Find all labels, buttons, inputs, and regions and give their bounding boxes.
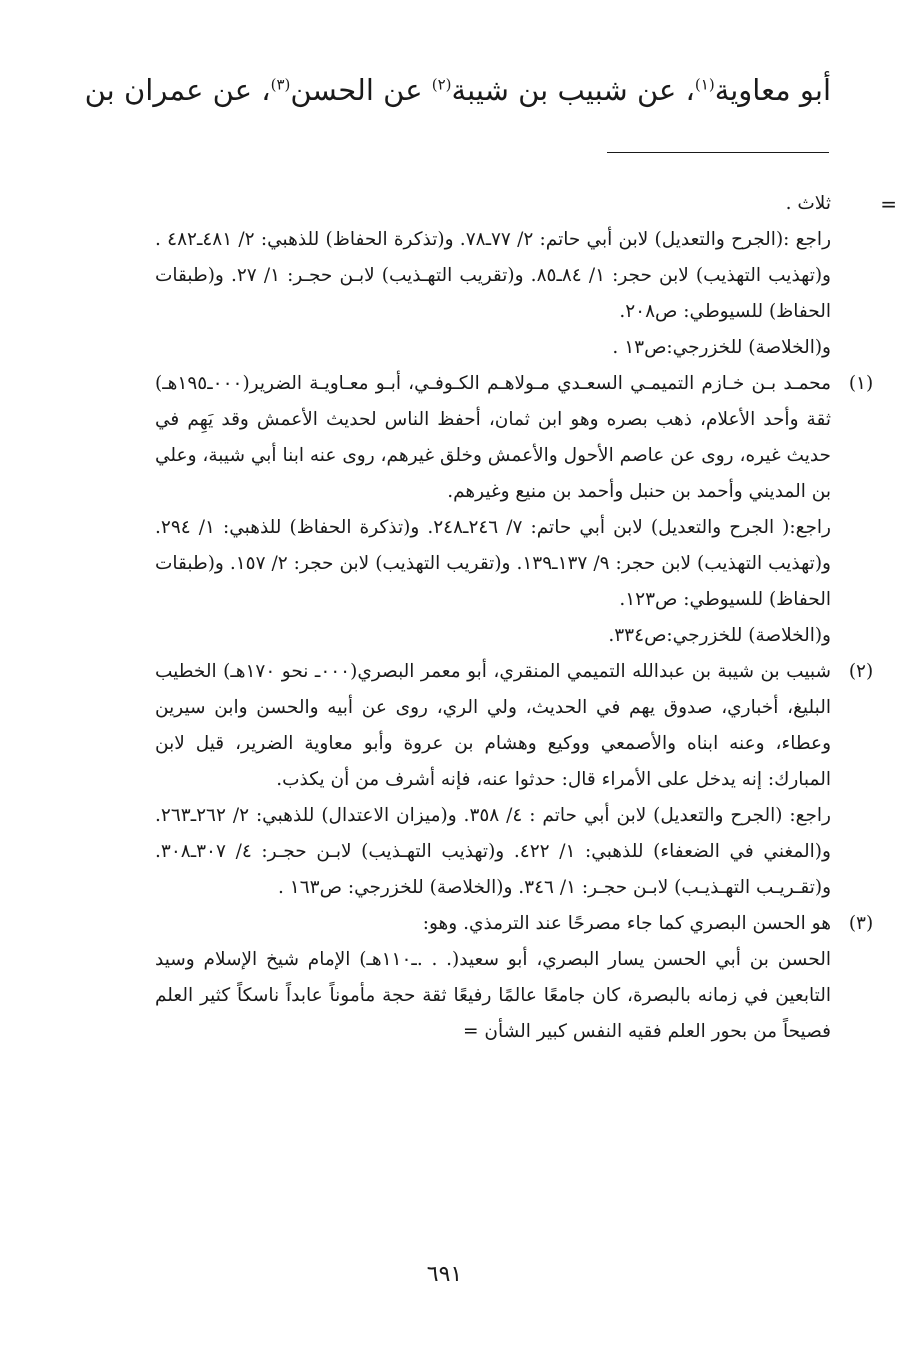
footnote-separator [607, 152, 829, 153]
footnote-ref-3: (٣) [270, 75, 291, 94]
footnote-paragraph: شبيب بن شيبة بن عبدالله التميمي المنقري، أبو معمر البصري(٠٠٠ـ نحو ١٧٠هـ) الخطيب البليغ، أخباري، صدوق يهم في الحديث، ولي الري، روى عن أبيه والحسن وابن سيرين وعطاء، وعنه ابناه والأصمعي ووكيع وهشام بن عروة وأبو معاوية الضرير، قيل لابن المبارك: إنه يدخل على الأمراء قال: حدثوا عنه، فإنه أشرف من أن يكذب. [155, 661, 831, 790]
footnote-paragraph: راجع:( الجرح والتعديل) لابن أبي حاتم: ٧/ ٢٤٦ـ٢٤٨. و(تذكرة الحفاظ) للذهبي: ١/ ٢٩٤. و(تهذيب التهذيب) لابن حجر: ٩/ ١٣٧ـ١٣٩. و(تقريب التهذيب) لابن حجر: ٢/ ١٥٧. و(طبقات الحفاظ) للسيوطي: ص١٢٣. [155, 517, 831, 610]
footnote-ref-2: (٢) [431, 75, 452, 94]
footnote-ref-1: (١) [694, 75, 715, 94]
footnote-number: (١) [848, 373, 874, 394]
page-number: ٦٩١ [426, 1262, 463, 1287]
footnote-3 [155, 906, 874, 1050]
main-text-line [84, 72, 831, 110]
footnote-1 [155, 366, 874, 654]
main-text-part: أبو معاوية [714, 73, 831, 107]
main-text-part: ، عن شبيب بن شيبة [451, 73, 695, 107]
footnote-paragraph: و(الخلاصة) للخزرجي:ص٣٣٤. [608, 625, 831, 646]
main-text-part: ، عن عمران بن [84, 73, 271, 107]
footnote-paragraph: محمـد بـن خـازم التميمـي السعـدي مـولاهـم الكـوفـي، أبـو معـاويـة الضرير(٠٠٠ـ١٩٥هـ) ثقة وأحد الأعلام، ذهب بصره وهو ابن ثمان، أحفظ الناس لحديث الأعمش وقد يَهِم في حديث غيره، روى عن عاصم الأحول والأعمش وخلق غيرهم، روى عنه ابنا أبي شيبة، وعلي بن المديني وأحمد بن حنبل وأحمد بن منيع وغيرهم. [155, 373, 831, 502]
footnote-paragraph: الحسن بن أبي الحسن يسار البصري، أبو سعيد(. . .ـ١١٠هـ) الإمام شيخ الإسلام وسيد التابعين في زمانه بالبصرة، كان جامعًا عالمًا رفيعًا ثقة حجة مأموناً عابداً ناسكاً كثير العلم فصيحاً من بحور العلم فقيه النفس كبير الشأن = [155, 949, 831, 1042]
footnote-number: (٢) [848, 661, 874, 682]
footnote-paragraph: و(الخلاصة) للخزرجي:ص١٣ . [612, 337, 831, 358]
main-text-part: عن الحسن [290, 73, 432, 107]
continued-footnote [155, 186, 897, 366]
footnote-paragraph: ثلاث . [785, 193, 831, 214]
footnote-paragraph: راجع :(الجرح والتعديل) لابن أبي حاتم: ٢/ ٧٧ـ٧٨. و(تذكرة الحفاظ) للذهبي: ٢/ ٤٨١ـ٤٨٢ . و(تهذيب التهذيب) لابن حجر: ١/ ٨٤ـ٨٥. و(تقريب التهـذيب) لابـن حجـر: ١/ ٢٧. و(طبقات الحفاظ) للسيوطي: ص٢٠٨. [155, 229, 832, 322]
footnotes-section [155, 186, 897, 1050]
footnote-2 [155, 654, 874, 906]
footnote-paragraph: راجع: (الجرح والتعديل) لابن أبي حاتم : ٤/ ٣٥٨. و(ميزان الاعتدال) للذهبي: ٢/ ٢٦٢ـ٢٦٣. و(المغني في الضعفاء) للذهبي: ١/ ٤٢٢. و(تهذيب التهـذيب) لابـن حجـر: ٤/ ٣٠٧ـ٣٠٨. و(تقـريـب التهـذيـب) لابـن حجـر: ١/ ٣٤٦. و(الخلاصة) للخزرجي: ص١٦٣ . [155, 805, 831, 898]
footnote-paragraph: هو الحسن البصري كما جاء مصرحًا عند الترمذي. وهو: [422, 913, 831, 934]
footnote-number: (٣) [848, 913, 874, 934]
continuation-marker: = [880, 192, 897, 216]
